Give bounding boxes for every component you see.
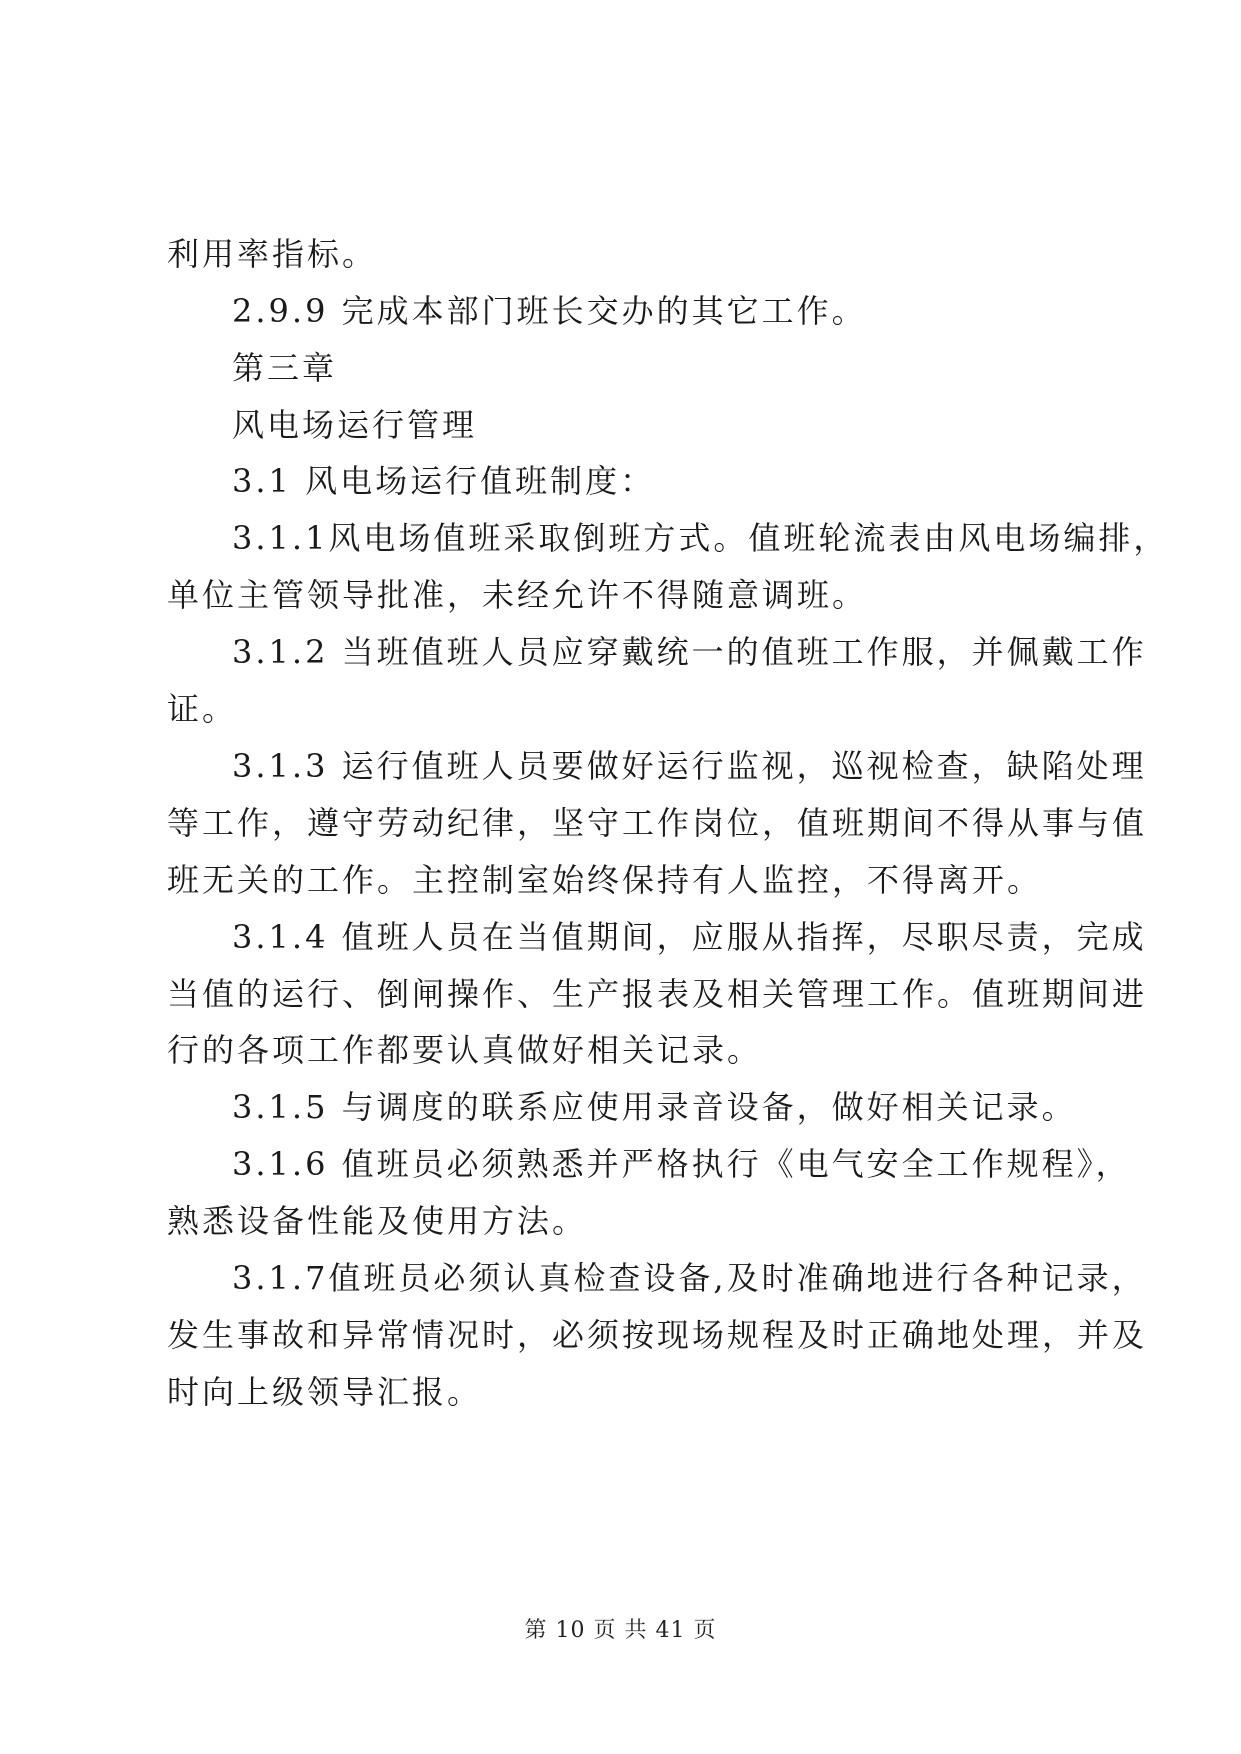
body-line: 利用率指标。 (167, 235, 378, 273)
chapter-heading: 第三章 (232, 349, 338, 387)
section-3-1-3: 3.1.3 运行值班人员要做好运行监视，巡视检查，缺陷处理 (232, 747, 1147, 785)
section-3-1-2-continuation: 证。 (167, 690, 238, 728)
section-3-1-heading: 3.1 风电场运行值班制度： (232, 462, 656, 500)
page-footer: 第 10 页 共 41 页 (524, 1618, 717, 1643)
section-3-1-3-continuation: 班无关的工作。主控制室始终保持有人监控，不得离开。 (167, 861, 1043, 899)
section-3-1-7-continuation: 时向上级领导汇报。 (167, 1373, 483, 1411)
section-3-1-7-continuation: 发生事故和异常情况时，必须按现场规程及时正确地处理，并及 (167, 1316, 1148, 1354)
chapter-title: 风电场运行管理 (232, 406, 478, 444)
section-3-1-6: 3.1.6 值班员必须熟悉并严格执行《电气安全工作规程》， (232, 1145, 1131, 1183)
section-3-1-1: 3.1.1风电场值班采取倒班方式。值班轮流表由风电场编排， (232, 519, 1169, 557)
section-3-1-7: 3.1.7值班员必须认真检查设备,及时准确地进行各种记录， (232, 1259, 1147, 1297)
section-3-1-2: 3.1.2 当班值班人员应穿戴统一的值班工作服，并佩戴工作 (232, 633, 1147, 671)
section-3-1-4: 3.1.4 值班人员在当值期间，应服从指挥，尽职尽责，完成 (232, 918, 1147, 956)
section-2-9-9: 2.9.9 完成本部门班长交办的其它工作。 (232, 292, 867, 330)
section-3-1-3-continuation: 等工作，遵守劳动纪律，坚守工作岗位，值班期间不得从事与值 (167, 804, 1148, 842)
section-3-1-1-continuation: 单位主管领导批准，未经允许不得随意调班。 (167, 576, 868, 614)
section-3-1-5: 3.1.5 与调度的联系应使用录音设备，做好相关记录。 (232, 1088, 1077, 1126)
section-3-1-6-continuation: 熟悉设备性能及使用方法。 (167, 1202, 588, 1240)
section-3-1-4-continuation: 行的各项工作都要认真做好相关记录。 (167, 1031, 763, 1069)
section-3-1-4-continuation: 当值的运行、倒闸操作、生产报表及相关管理工作。值班期间进 (167, 975, 1148, 1013)
